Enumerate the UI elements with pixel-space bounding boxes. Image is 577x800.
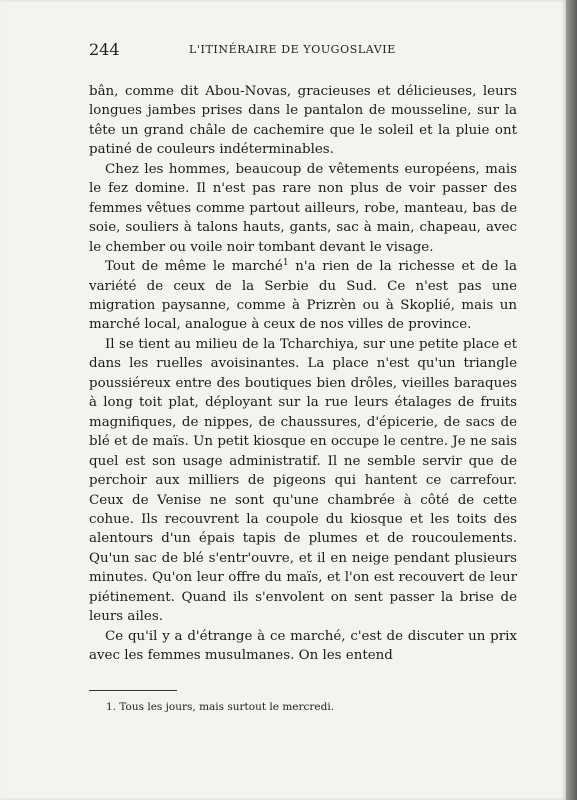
paragraph-2 xyxy=(89,160,517,257)
page-header xyxy=(89,40,517,60)
body-text xyxy=(89,82,517,666)
paragraph-1 xyxy=(89,82,517,160)
paragraph-1-text: bân, comme dit Abou-Novas, gracieuses et délicieuses, leurs longues jambes prises dans le pantalon de mousseline, sur la tête un grand châle de cachemire que le soleil et la pluie ont patiné de couleurs indéterminables. xyxy=(89,84,517,158)
paragraph-3-text: n'a rien de la richesse et de la variété de ceux de la Serbie du Sud. Ce n'est pas une migration paysanne, comme à Prizrèn ou à Skoplié, mais un marché local, analogue à ceux de nos villes de province. xyxy=(89,259,517,333)
running-title: L'ITINÉRAIRE DE YOUGOSLAVIE xyxy=(189,43,396,56)
page-number: 244 xyxy=(89,40,120,59)
paragraph-4-text: Il se tient au milieu de la Tcharchiya, sur une petite place et dans les ruelles avoisinantes. La place n'est qu'un triangle poussiéreux entre des boutiques bien drôles, vieilles baraques à long toit plat, déployant sur la rue leurs étalages de fruits magnifiques, de nippes, de chaussures, d'épicerie, de sacs de blé et de maïs. Un petit kiosque en occupe le centre. Je ne sais quel est son usage administratif. Il ne semble servir que de perchoir aux milliers de pigeons qui hantent ce carrefour. Ceux de Venise ne sont qu'une chambrée à côté de cette cohue. Ils recouvrent la coupole du kiosque et les toits des alentours d'un épais tapis de plumes et de roucoulements. Qu'un sac de blé s'entr'ouvre, et il en neige pendant plusieurs minutes. Qu'on leur offre du maïs, et l'on est recouvert de leur piétinement. Quand ils s'envolent on sent passer la brise de leurs ailes. xyxy=(89,336,517,625)
paragraph-4 xyxy=(89,335,517,627)
paragraph-3-lead: Tout de même le marché xyxy=(105,259,283,275)
paragraph-5-text: Ce qu'il y a d'étrange à ce marché, c'est de discuter un prix avec les femmes musulmanes. On les entend xyxy=(89,628,517,664)
footnote-divider xyxy=(89,690,177,691)
page-edge-shadow xyxy=(566,0,577,800)
paragraph-3 xyxy=(89,257,517,335)
footnote: 1. Tous les jours, mais surtout le mercredi. xyxy=(106,701,335,713)
footnote-reference: 1 xyxy=(282,258,289,269)
paragraph-5 xyxy=(89,627,517,666)
paragraph-2-text: Chez les hommes, beaucoup de vêtements européens, mais le fez domine. Il n'est pas rare non plus de voir passer des femmes vêtues comme partout ailleurs, robe, manteau, bas de soie, souliers à talons hauts, gants, sac à main, chapeau, avec le chember ou voile noir tombant devant le visage. xyxy=(89,161,517,255)
